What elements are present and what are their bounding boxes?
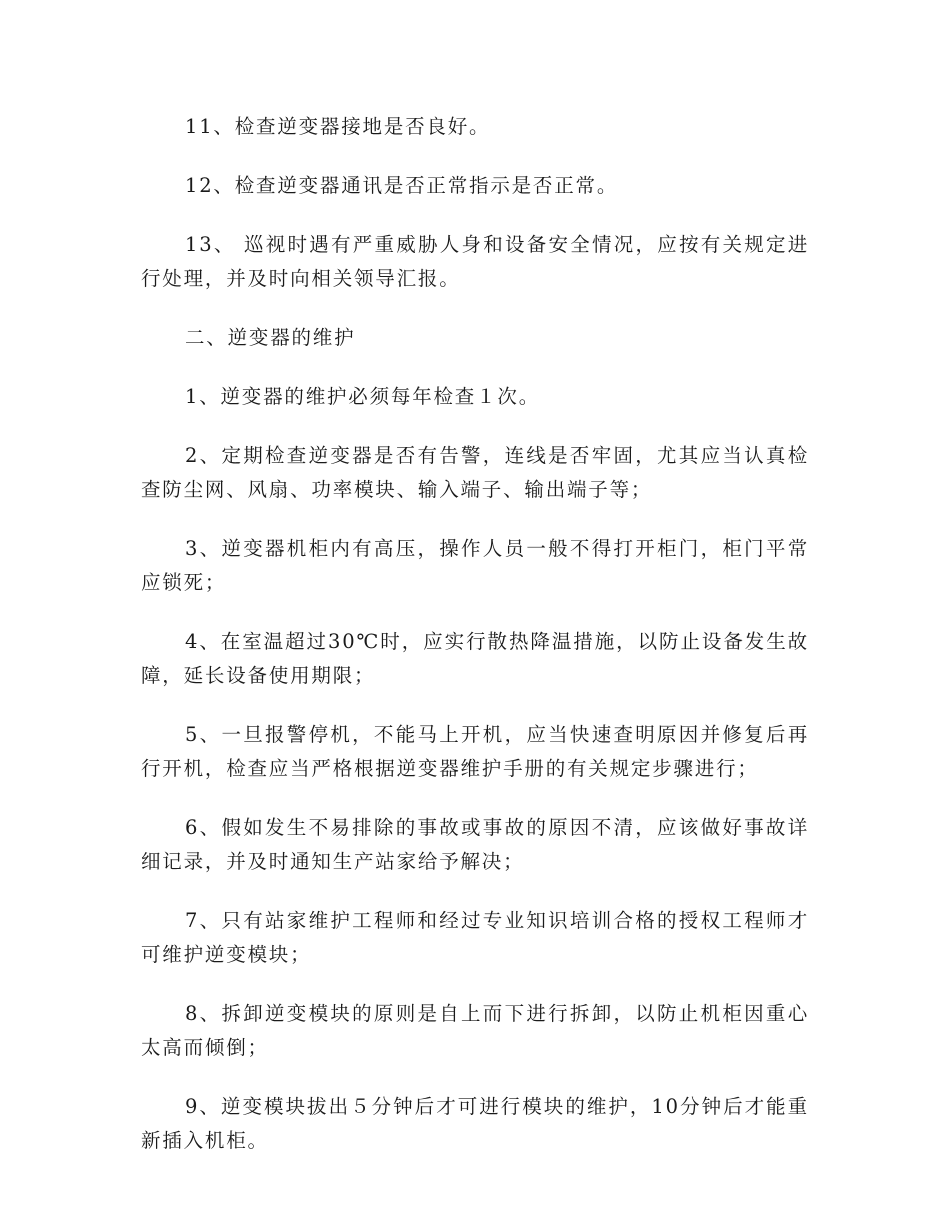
maintenance-item-1: 1、逆变器的维护必须每年检查１次。 xyxy=(185,385,541,408)
paragraph-item-11: 11、检查逆变器接地是否良好。 xyxy=(185,115,491,138)
maintenance-item-3: 3、逆变器机柜内有高压，操作人员一般不得打开柜门，柜门平常应锁死； xyxy=(141,537,809,594)
section-heading-maintenance: 二、逆变器的维护 xyxy=(185,326,356,349)
maintenance-item-7: 7、只有站家维护工程师和经过专业知识培训合格的授权工程师才可维护逆变模块； xyxy=(141,909,809,966)
maintenance-item-8: 8、拆卸逆变模块的原则是自上而下进行拆卸，以防止机柜因重心太高而倾倒； xyxy=(141,1002,809,1059)
maintenance-item-6: 6、假如发生不易排除的事故或事故的原因不清，应该做好事故详细记录，并及时通知生产站家给予解决； xyxy=(141,816,809,873)
maintenance-item-4: 4、在室温超过30℃时，应实行散热降温措施，以防止设备发生故障，延长设备使用期限； xyxy=(141,630,809,687)
paragraph-item-12: 12、检查逆变器通讯是否正常指示是否正常。 xyxy=(185,174,619,197)
maintenance-item-5: 5、一旦报警停机，不能马上开机，应当快速查明原因并修复后再行开机，检查应当严格根据逆变器维护手册的有关规定步骤进行； xyxy=(141,723,809,780)
paragraph-item-13: 13、 巡视时遇有严重威胁人身和设备安全情况，应按有关规定进行处理，并及时向相关领导汇报。 xyxy=(141,233,809,290)
maintenance-item-2: 2、定期检查逆变器是否有告警，连线是否牢固，尤其应当认真检查防尘网、风扇、功率模块、输入端子、输出端子等； xyxy=(141,444,809,501)
maintenance-item-9: 9、逆变模块拔出５分钟后才可进行模块的维护，10分钟后才能重新插入机柜。 xyxy=(141,1095,809,1152)
document-body xyxy=(141,110,809,1183)
